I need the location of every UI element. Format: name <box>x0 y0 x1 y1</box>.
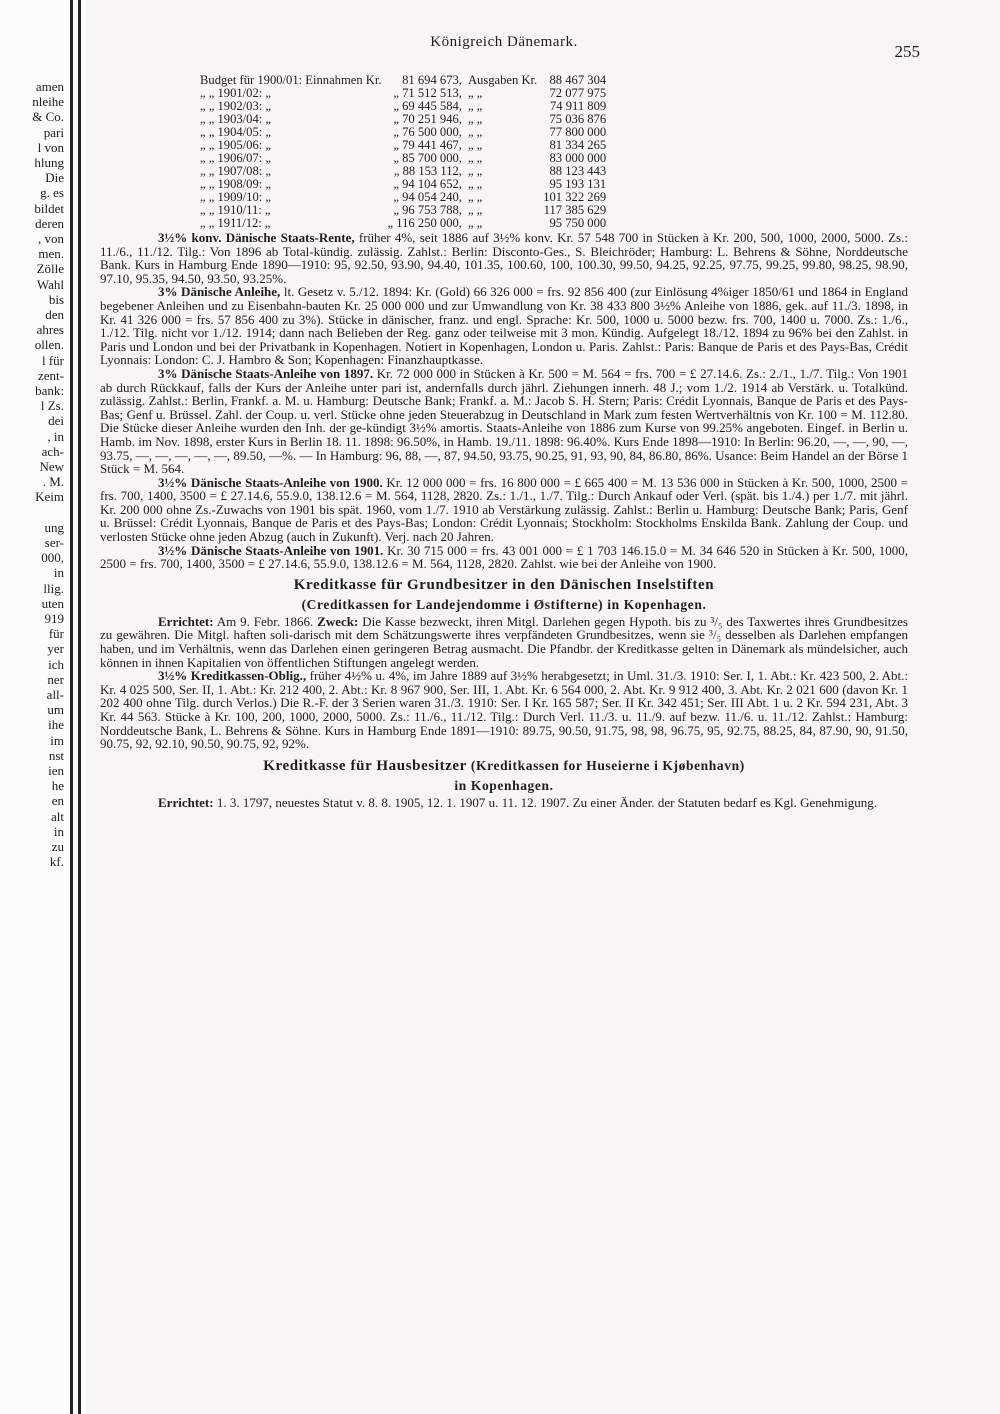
field-heading: Zweck: <box>317 613 359 629</box>
gutter-word: , von <box>38 231 64 246</box>
gutter-word: l Zs. <box>40 398 64 414</box>
gutter-word: he <box>51 778 64 794</box>
section-subheading-grundbesitzer: (Creditkassen for Landejendomme i Østifterne) in Kopenhagen. <box>301 596 707 612</box>
gutter-word: ien <box>48 763 64 778</box>
budget-expense: 88 467 304 <box>549 73 607 87</box>
bond-anleihe-1897 <box>100 367 908 476</box>
section-heading-grundbesitzer: Kreditkasse für Grundbesitzer in den Dänischen Inselstiften <box>293 576 715 593</box>
section-title-rest: (Kreditkassen for Huseierne i Kjøbenhavn) <box>466 757 745 773</box>
budget-expense: 75 036 876 <box>549 112 607 126</box>
gutter-word: ahres <box>36 322 64 338</box>
previous-page-gutter <box>0 0 86 1414</box>
gutter-word: uten <box>41 595 64 611</box>
bond-heading: 3½% Dänische Staats-Anleihe von 1900. <box>158 474 383 490</box>
bond-text: lt. Gesetz v. 5./12. 1894: Kr. (Gold) 66 326 000 = frs. 92 856 400 (zur Einlösung 4%iger 1850/61 und 1864 in England begebener Anleihen und zu Eisenbahn-bauten Kr. 25 000 000 und zur Umwandlung von Kr. 38 433 800 3½% Anleihe von 1886, gek. auf 11./3. 1898, in Kr. 41 326 000 = frs. 57 856 400 zu 3%). Stücke in dänischer, franz. und engl. Sprache: Kr. 500, 1000 u. 5000 bezw. frs. 700, 1400 u. 7000. Zs.: 1./6., 1./12. Tilg. nicht vor 1./12. 1914; dann nach Belieben der Reg. ganz oder teilweise mit 3 mon. Kündig. Aufgelegt 18./12. 1894 zu 96% bei den Zahlst. in Paris und London und bei der Privatbank in Kopenhagen. Notiert in Kopenhagen, London u. Paris. Zahlst.: Paris: Banque de Paris et des Pays-Bas, Crédit Lyonnais: London: C. J. Hambro & Son; Kopenhagen: Finanzhauptkasse. <box>100 284 908 368</box>
budget-expense: 88 123 443 <box>549 164 607 178</box>
gutter-word: New <box>39 459 64 474</box>
gutter-word: ner <box>47 671 64 687</box>
document-page <box>100 28 920 810</box>
budget-income: „ 96 753 788, <box>393 203 462 217</box>
budget-label: „ „ 1905/06: „ <box>200 138 271 152</box>
budget-income: „ 71 512 513, <box>393 86 462 100</box>
gutter-word: l für <box>41 352 64 368</box>
budget-expense-label: „ „ <box>467 203 483 217</box>
gutter-word: Wahl <box>36 276 64 292</box>
gutter-word: zu <box>51 839 64 854</box>
budget-label: „ „ 1911/12: „ <box>200 216 271 230</box>
budget-expense-label: „ „ <box>467 138 483 152</box>
bond-anleihe-1901 <box>100 544 908 571</box>
budget-expense: 72 077 975 <box>549 86 607 100</box>
bond-text: Kr. 72 000 000 in Stücken à Kr. 500 = M. 564 = frs. 700 = £ 27.14.6. Zs.: 2./1., 1./7. Tilg.: Von 1901 ab durch Rückkauf, falls der Kurs der Anleihe unter pari ist, andernfalls durch jährl. Ziehungen innerh. 48 J.; vom 1./2. 1914 ab Verstärk. u. Totalkünd. zulässig. Zahlst.: Berlin, Frankf. a. M. u. Hamburg: Deutsche Bank; Frankf. a. M.: Jacob S. H. Stern; Paris: Crédit Lyonnais, Banque de Paris et des Pays-Bas; Genf u. Brüssel. Zahl. der Coup. u. verl. Stücke ohne jeden Steuerabzug in Deutschland in Mark zum festen Wertverhältnis von Kr. 100 = M. 112.80. Die Stücke dieser Anleihe wurden den Inh. der ge-kündigt 3½% amortis. Staats-Anleihe von 1886 zum Kurse von 99.25% angeboten. Eingef. in Berlin u. Hamb. im Nov. 1898, erster Kurs in Berlin 18. 11. 1898: 96.50%, in Hamb. 19./11. 1898: 96.40%. Kurs Ende 1898—1910: In Berlin: 96.20, —, —, 90, —, 93.75, —, —, —, —, —, 89.50, —%. — In Hamburg: 96, 88, —, 87, 94.50, 93.75, 90.25, 91, 93, 90, 84, 86.80, 86%. Usance: Beim Handel an der Börse 1 Stück = M. 564. <box>100 365 908 477</box>
gutter-word: bis <box>48 291 64 307</box>
gutter-word: yer <box>47 641 64 657</box>
budget-expense-label: „ „ <box>467 112 483 126</box>
gutter-rule <box>70 0 73 1414</box>
bond-text: Kr. 12 000 000 = frs. 16 800 000 = £ 665 400 = M. 13 536 000 in Stücken à Kr. 500, 1000, 2500 = frs. 700, 1400, 3500 = £ 27.14.6, 55.9.0, 138.12.6 = M. 564, 1128, 2820. Zs.: 1./1., 1./7. Tilg.: Durch Ankauf oder Verl. (spät. bis 1./4.) per 1./7. mit jährl. Kr. 200 000 ohne Zs.-Zuwachs von 1901 bis spät. 1960, vom 1./7. 1910 ab Verstärkung zulässig. Zahlst.: Berlin u. Hamburg: Deutsche Bank; Paris, Genf u. Brüssel: Crédit Lyonnais, Banque de Paris et des Pays-Bas; London: Crédit Lyonnais; Stockholm: Stockholms Enskilda Bank. Zahlung der Coup. und verlosten Stücke ohne jeden Abzug (auch in Zukunft). Verj. nach 20 Jahren. <box>100 474 908 545</box>
section-title: Kreditkasse für Hausbesitzer <box>263 757 467 774</box>
budget-expense: 77 800 000 <box>549 125 607 139</box>
budget-label: „ „ 1910/11: „ <box>200 203 271 217</box>
bond-anleihe-1894 <box>100 285 908 367</box>
gutter-word: nleihe <box>32 94 64 110</box>
gutter-word: alt <box>51 808 64 824</box>
gutter-word: amen <box>35 79 64 94</box>
gutter-word: , in <box>47 428 64 444</box>
gutter-word: & Co. <box>32 109 64 125</box>
budget-expense: 117 385 629 <box>543 203 607 217</box>
budget-income: „ 69 445 584, <box>393 99 462 113</box>
gutter-word: pari <box>43 124 64 140</box>
gutter-word: hlung <box>34 155 64 170</box>
bond-heading: 3½% konv. Dänische Staats-Rente, <box>158 230 355 245</box>
budget-expense-label: Ausgaben Kr. <box>467 73 538 87</box>
gutter-word: ach- <box>41 443 64 459</box>
budget-income: „ 88 153 112, <box>393 164 462 178</box>
bond-heading: 3½% Kreditkassen-Oblig., <box>158 668 307 684</box>
gutter-word: im <box>50 732 64 748</box>
kasse-description <box>100 615 908 669</box>
budget-expense-label: „ „ <box>467 125 483 139</box>
bond-text: früher 4%, seit 1886 auf 3½% konv. Kr. 57 548 700 in Stücken à Kr. 200, 500, 1000, 2000, 5000. Zs.: 11./6., 11./12. Tilg.: Von 1896 ab Total-kündig. zulässig. Zahlst.: Berlin: Disconto-Ges., S. Bleichröder; Hamburg: L. Behrens & Söhne, Norddeutsche Bank. Kurs in Hamburg Ende 1890—1910: 95, 92.50, 93.90, 94.40, 101.35, 100.60, 100, 100.30, 99.50, 94.25, 92.25, 97.75, 99.25, 99.80, 98.25, 98.90, 97.10, 95.35, 94.50, 93.50, 93.25%. <box>100 230 908 286</box>
gutter-word: für <box>48 626 64 642</box>
budget-expense: 95 193 131 <box>549 177 607 191</box>
budget-label: „ „ 1901/02: „ <box>200 86 271 100</box>
gutter-word: 919 <box>44 611 64 626</box>
gutter-word: . M. <box>42 474 64 490</box>
section-heading-hausbesitzer <box>100 757 908 775</box>
budget-table <box>200 74 612 230</box>
budget-expense: 74 911 809 <box>549 99 607 113</box>
budget-expense-label: „ „ <box>467 177 483 191</box>
budget-label: „ „ 1907/08: „ <box>200 164 271 178</box>
bond-text: früher 4½% u. 4%, im Jahre 1889 auf 3½% herabgesetzt; in Uml. 31./3. 1910: Ser. I, 1. Abt.: Kr. 423 500, 2. Abt.: Kr. 4 025 500, Ser. II, 1. Abt.: Kr. 212 400, 2. Abt.: Kr. 8 967 900, Ser. III, 1. Abt. Kr. 6 564 000, 2. Abt. Kr. 9 912 400, 3. Abt. Kr. 2 021 600 (davon Kr. 1 202 400 ohne Tilg. durch Verlos.) Die R.-F. der 3 Serien waren 31./3. 1910: Ser. I Kr. 165 587; Ser. II Kr. 342 451; Ser. III Abt. 1 u. 2 Kr. 594 231, Abt. 3 Kr. 44 563. Stücke à Kr. 100, 200, 1000, 2000, 5000. Zs.: 11./6., 11./12. Tilg.: Durch Verl. 11./3. u. 11./9. auf bezw. 11./6. u. 11./12. Zahlst.: Hamburg: Norddeutsche Bank, L. Behrens & Söhne. Kurs in Hamburg Ende 1891—1910: 89.75, 90.50, 91.75, 98, 98, 96.75, 95, 92.75, 88.25, 84, 87.90, 90, 91.50, 90.75, 92, 92.10, 90.50, 90.75, 92, 92%. <box>100 668 908 752</box>
gutter-word: in <box>53 823 64 839</box>
gutter-word: 000, <box>41 550 64 566</box>
budget-expense-label: „ „ <box>467 86 483 100</box>
budget-income: „ 85 700 000, <box>393 151 462 165</box>
budget-expense: 101 322 269 <box>543 190 607 204</box>
budget-income: „ 70 251 946, <box>393 112 462 126</box>
budget-expense: 83 000 000 <box>549 151 607 165</box>
field-text: Die Kasse bezweckt, ihren Mitgl. Darlehen gegen Hypoth. bis zu ³/₅ des Taxwertes ihres Grundbesitzes zu gewähren. Die Mitgl. haften soli-darisch mit dem Schätzungswerte ihres verpfändeten Grundbesitzes, wenn sie ³/₅ desselben als Darlehen empfangen haben, und im Verhältnis, wenn das Darlehen einen geringeren Betrag ausmacht. Die Pfandbr. der Kreditkasse gelten in Dänemark als mündelsicher, auch können in ihnen Kapitalien von öffentlichen Stiftungen angelegt werden. <box>100 613 908 670</box>
budget-expense: 95 750 000 <box>549 216 607 230</box>
gutter-word: ich <box>48 656 64 672</box>
gutter-word: dei <box>48 413 64 429</box>
budget-expense-label: „ „ <box>467 99 483 113</box>
bond-konv-rente <box>100 231 908 285</box>
budget-label: „ „ 1908/09: „ <box>200 177 271 191</box>
budget-income: „ 94 054 240, <box>393 190 462 204</box>
bond-heading: 3% Dänische Staats-Anleihe von 1897. <box>158 365 374 381</box>
gutter-word: nst <box>48 747 64 763</box>
gutter-word: en <box>51 793 64 809</box>
field-text: 1. 3. 1797, neuestes Statut v. 8. 8. 1905, 12. 1. 1907 u. 11. 12. 1907. Zu einer Änder. der Statuten bedarf es Kgl. Genehmigung. <box>213 794 877 810</box>
hausbesitzer-errichtet <box>100 796 908 810</box>
gutter-word: zent- <box>38 367 64 383</box>
gutter-word: ihe <box>48 717 64 733</box>
budget-income: „ 94 104 652, <box>393 177 462 191</box>
gutter-word: bank: <box>35 383 64 398</box>
gutter-word: ser- <box>44 535 64 550</box>
field-heading: Errichtet: <box>158 794 214 810</box>
bond-text: Kr. 30 715 000 = frs. 43 001 000 = £ 1 703 146.15.0 = M. 34 646 520 in Stücken à Kr. 500, 1000, 2500 = frs. 700, 1400, 3500 = £ 27.14.6, 55.9.0, 138.12.6 = M. 564, 1128, 2820. Zahlst. wie bei der Anleihe von 1900. <box>100 542 908 572</box>
gutter-word: ollen. <box>34 337 64 353</box>
gutter-word: Die <box>45 170 64 186</box>
page-number: 255 <box>894 42 920 61</box>
budget-expense-label: „ „ <box>467 151 483 165</box>
budget-expense-label: „ „ <box>467 216 483 230</box>
gutter-word: men. <box>38 246 64 262</box>
gutter-word: Keim <box>35 489 64 505</box>
gutter-word: in <box>53 565 64 581</box>
budget-label: „ „ 1906/07: „ <box>200 151 271 165</box>
budget-income: „ 116 250 000, <box>387 216 462 230</box>
gutter-word: deren <box>35 215 64 231</box>
field-text: Am 9. Febr. 1866. <box>213 613 318 629</box>
bond-heading: 3½% Dänische Staats-Anleihe von 1901. <box>158 542 384 558</box>
gutter-word: kf. <box>49 854 64 870</box>
budget-row <box>200 217 612 230</box>
budget-label: „ „ 1909/10: „ <box>200 190 271 204</box>
budget-label: „ „ 1904/05: „ <box>200 125 271 139</box>
page-title: Königreich Dänemark. <box>430 34 578 50</box>
field-heading: Errichtet: <box>158 613 214 629</box>
budget-expense-label: „ „ <box>467 190 483 204</box>
budget-income: 81 694 673, <box>402 73 462 87</box>
gutter-word: den <box>45 307 64 322</box>
gutter-word: l von <box>37 139 64 155</box>
budget-expense: 81 334 265 <box>549 138 607 152</box>
gutter-word: llig. <box>43 580 64 596</box>
running-header <box>100 28 920 61</box>
kreditkassen-oblig <box>100 669 908 751</box>
budget-label: „ „ 1903/04: „ <box>200 112 271 126</box>
section-subheading-hausbesitzer: in Kopenhagen. <box>454 777 554 793</box>
budget-expense-label: „ „ <box>467 164 483 178</box>
gutter-word: Zölle <box>36 261 64 277</box>
gutter-word: all- <box>46 687 64 702</box>
gutter-word: um <box>47 702 64 718</box>
bond-heading: 3% Dänische Anleihe, <box>158 284 281 300</box>
budget-label: Budget für 1900/01: Einnahmen Kr. <box>200 73 382 87</box>
budget-income: „ 79 441 467, <box>393 138 462 152</box>
gutter-word: bildet <box>34 200 64 216</box>
budget-income: „ 76 500 000, <box>393 125 462 139</box>
budget-label: „ „ 1902/03: „ <box>200 99 271 113</box>
gutter-word: ung <box>44 519 64 535</box>
bond-anleihe-1900 <box>100 476 908 544</box>
gutter-word: g. es <box>40 185 64 201</box>
gutter-rule <box>78 0 81 1414</box>
